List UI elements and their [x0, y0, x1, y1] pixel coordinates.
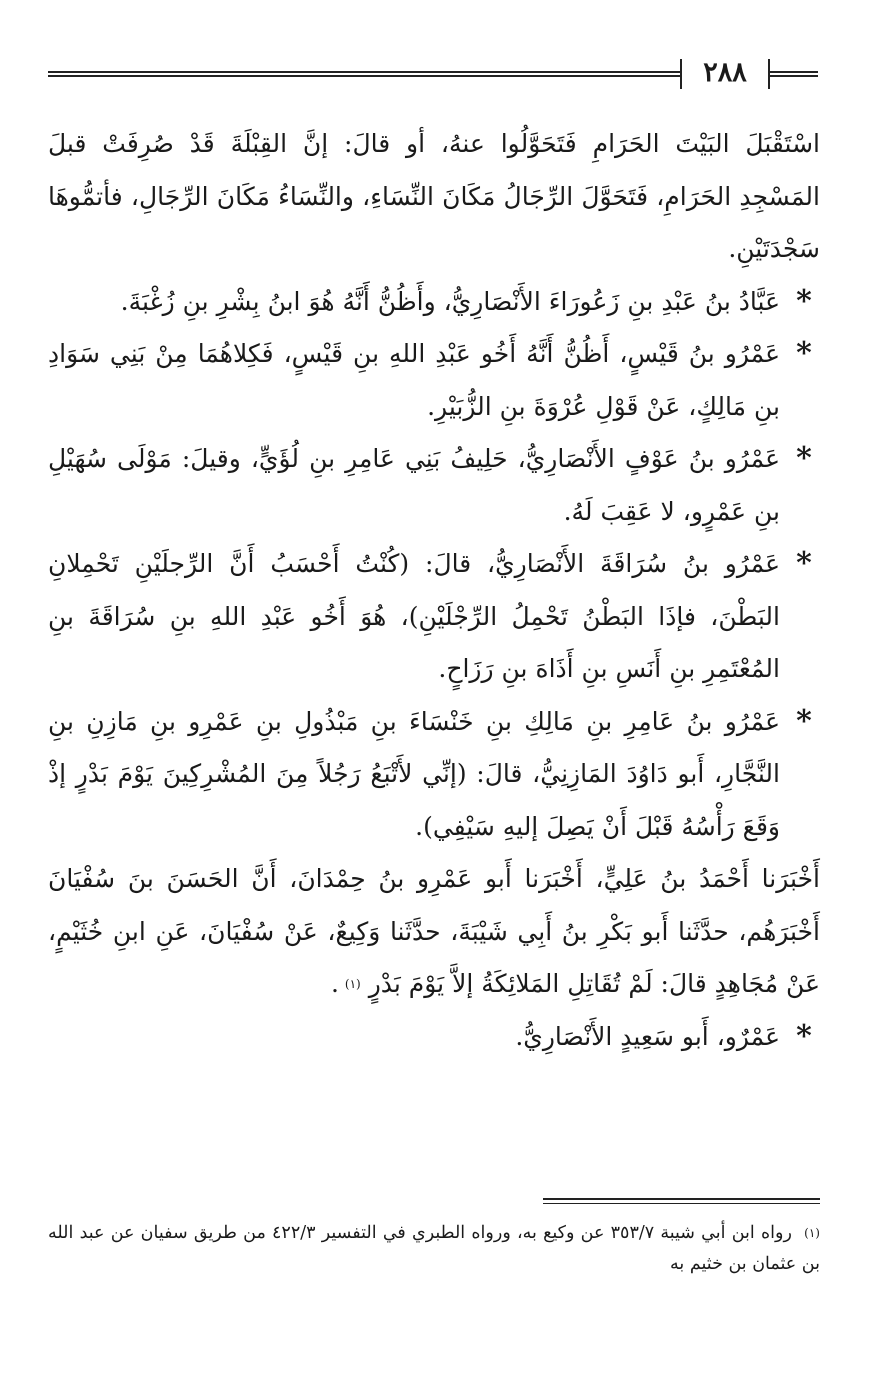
entry-item [48, 538, 820, 696]
entry-text: عَمْرُو بنُ قَيْسٍ، أَظُنُّ أَنَّهُ أَخُو عَبْدِ اللهِ بنِ قَيْسٍ، فَكِلاهُمَا مِنْ بَنِي سَوَادِ بنِ مَالِكٍ، عَنْ قَوْلِ عُرْوَةَ بنِ الزُّبَيْرِ. [48, 339, 780, 421]
entry-item [48, 433, 820, 538]
entry-text: عَمْرُو بنُ عَامِرِ بنِ مَالِكِ بنِ خَنْسَاءَ بنِ مَبْذُولِ بنِ عَمْرِو بنِ مَازِنِ بنِ النَّجَّارِ، أَبو دَاوُدَ المَازِنِيُّ، قالَ: (إنِّي لأَتْبَعُ رَجُلاً مِنَ المُشْرِكِينَ يَوْمَ بَدْرٍ إذْ وَقَعَ رَأْسُهُ قَبْلَ أَنْ يَصِلَ إليهِ سَيْفِي). [48, 706, 780, 841]
star-marker: * [796, 546, 812, 581]
footnote-separator [543, 1198, 820, 1204]
entry-text: عَمْرُو بنُ عَوْفٍ الأَنْصَارِيُّ، حَلِيفُ بَنِي عَامِرِ بنِ لُؤَيٍّ، وقيلَ: مَوْلَى سُهَيْلِ بنِ عَمْرٍو، لا عَقِبَ لَهُ. [48, 444, 780, 526]
entry-text: عَبَّادُ بنُ عَبْدِ بنِ زَعُورَاءَ الأَنْصَارِيُّ، وأَظُنُّ أَنَّهُ هُوَ ابنُ بِشْرِ بنِ زُغْبَةَ. [120, 286, 780, 316]
entry-text: عَمْرٌو، أَبو سَعِيدٍ الأَنْصَارِيُّ. [515, 1021, 780, 1051]
star-marker: * [796, 441, 812, 476]
star-marker: * [796, 336, 812, 371]
page-number: ٢٨٨ [703, 57, 747, 88]
entry-item [48, 696, 820, 854]
footnote-marker: (١) [804, 1226, 820, 1240]
isnad-paragraph: أَخْبَرَنا أَحْمَدُ بنُ عَلِيٍّ، أَخْبَرَنا أَبو عَمْرِو بنُ حِمْدَانَ، أَنَّ الحَسَنَ بنَ سُفْيَانَ أَخْبَرَهُم، حدَّثَنا أَبو بَكْرِ بنُ أَبِي شَيْبَةَ، حدَّثَنا وَكِيعٌ، عَنْ سُفْيَانَ، عَنِ ابنِ خُثَيْمٍ، عَنْ مُجَاهِدٍ قالَ: لَمْ تُقَاتِلِ المَلائِكَةُ إلاَّ يَوْمَ بَدْرٍ $^{(١)}$. [48, 864, 820, 998]
header-rule-left [48, 71, 680, 77]
entry-text: عَمْرُو بنُ سُرَاقَةَ الأَنْصَارِيُّ، قالَ: (كُنْتُ أَحْسَبُ أَنَّ الرِّجلَيْنِ تَحْمِلانِ البَطْنَ، فإذَا البَطْنُ تَحْمِلُ الرِّجْلَيْنِ)، هُوَ أَخُو عَبْدِ اللهِ بنِ سُرَاقَةَ بنِ المُعْتَمِرِ بنِ أَنَسِ بنِ أَذَاهَ بنِ رَزَاحٍ. [48, 549, 780, 683]
isnad-text: أَخْبَرَنا أَحْمَدُ بنُ عَلِيٍّ، أَخْبَرَنا أَبو عَمْرِو بنُ حِمْدَانَ، أَنَّ الحَسَنَ بنَ سُفْيَانَ أَخْبَرَهُم، حدَّثَنا أَبو بَكْرِ بنُ أَبِي شَيْبَةَ، حدَّثَنا وَكِيعٌ، عَنْ سُفْيَانَ، عَنِ ابنِ خُثَيْمٍ، عَنْ مُجَاهِدٍ قالَ: لَمْ تُقَاتِلِ المَلائِكَةُ إلاَّ يَوْمَ بَدْرٍ [48, 864, 820, 998]
star-marker: * [796, 283, 812, 319]
footnote-reference[interactable]: (١) [344, 977, 361, 991]
header-rule-right [770, 71, 818, 77]
main-text [48, 118, 820, 1063]
header-bar-left [680, 59, 682, 89]
entry-item [48, 276, 820, 329]
footnote [48, 1218, 820, 1280]
star-marker: * [796, 1018, 812, 1054]
running-header [48, 55, 818, 95]
opening-paragraph: اسْتَقْبَلَ البَيْتَ الحَرَامِ فَتَحَوَّلُوا عنهُ، أو قالَ: إنَّ القِبْلَةَ قَدْ صُرِفَتْ قبلَ المَسْجِدِ الحَرَامِ، فَتَحَوَّلَ الرِّجَالُ مَكَانَ النِّسَاءِ، والنِّسَاءُ مَكَانَ الرِّجَالِ، فأتمُّوهَا سَجْدَتَيْنِ. [48, 129, 820, 263]
entry-item [48, 1011, 820, 1064]
entry-item [48, 328, 820, 433]
star-marker: * [796, 703, 812, 739]
footnote-text: رواه ابن أبي شيبة ٣٥٣/٧ عن وكيع به، ورواه الطبري في التفسير ٤٢٢/٣ من طريق سفيان عن عبد الله بن عثمان بن خثيم به [48, 1223, 820, 1274]
